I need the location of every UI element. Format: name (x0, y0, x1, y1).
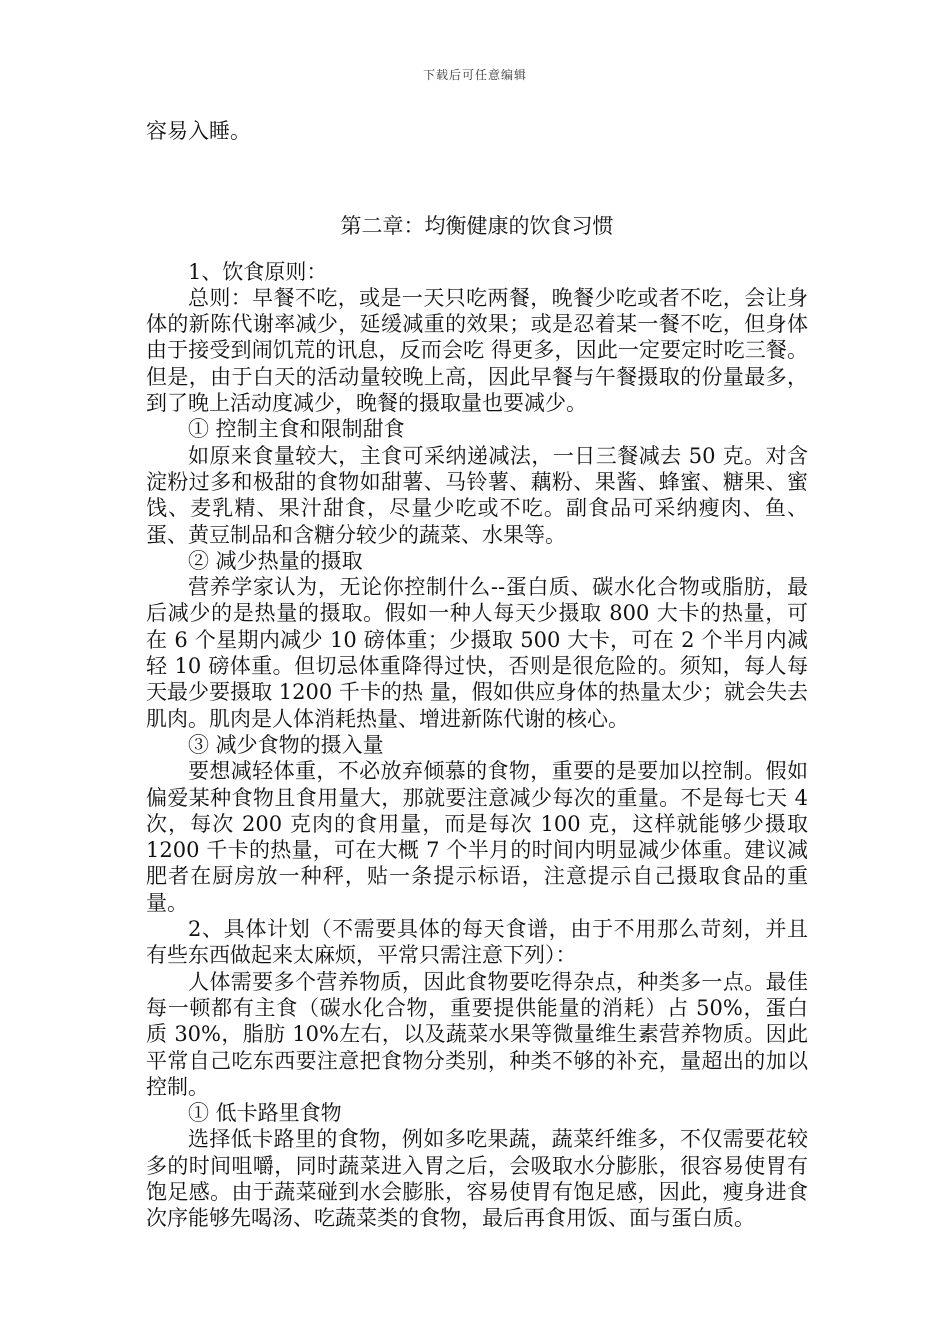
subheading-reduce-calories: ② 减少热量的摄取 (188, 548, 363, 573)
paragraph-nutrition-balance: 人体需要多个营养物质，因此食物要吃得杂点，种类多一点。最佳每一顿都有主食（碳水化合物，重要提供能量的消耗）占 50%，蛋白质 30%，脂肪 10%左右，以及蔬菜水果等微量维生素营养物质。因此平常自己吃东西要注意把食物分类别，种类不够的补充，量超出的加以控制。 (146, 969, 808, 1099)
paragraph-reduce-intake: 要想减轻体重，不必放弃倾慕的食物，重要的是要加以控制。假如偏爱某种食物且食用量大，那就要注意减少每次的重量。不是每七天 4 次，每次 200 克肉的食用量，而是每次 100 克，这样就能够少摄取 1200 千卡的热量，可在大概 7 个半月的时间内明显减少体重。建议减肥者在厨房放一种秤，贴一条提示标语，注意提示自己摄取食品的重量。 (146, 759, 808, 915)
section-heading-specific-plan: 2、具体计划（不需要具体的每天食谱，由于不用那么苛刻，并且有些东西做起来太麻烦，平常只需注意下列）： (146, 917, 808, 968)
document-body (146, 118, 808, 1232)
paragraph-low-calorie-food: 选择低卡路里的食物，例如多吃果蔬，蔬菜纤维多，不仅需要花较多的时间咀嚼，同时蔬菜进入胃之后，会吸取水分膨胀，很容易使胃有饱足感。由于蔬菜碰到水会膨胀，容易使胃有饱足感，因此，瘦身进食次序能够先喝汤、吃蔬菜类的食物，最后再食用饭、面与蛋白质。 (146, 1127, 808, 1231)
chapter-title: 第二章：均衡健康的饮食习惯 (340, 214, 614, 239)
section-heading-diet-principles: 1、饮食原则： (188, 259, 328, 284)
paragraph-control-staples: 如原来食量较大，主食可采纳递减法，一日三餐减去 50 克。对含淀粉过多和极甜的食物如甜薯、马铃薯、藕粉、果酱、蜂蜜、糖果、蜜饯、麦乳精、果汁甜食，尽量少吃或不吃。副食品可采纳瘦肉、鱼、蛋、黄豆制品和含糖分较少的蔬菜、水果等。 (146, 443, 808, 547)
subheading-reduce-intake: ③ 减少食物的摄入量 (188, 732, 384, 757)
subheading-control-staples: ① 控制主食和限制甜食 (188, 417, 405, 442)
page-header-note: 下载后可任意编辑 (422, 68, 527, 82)
paragraph-general-rule: 总则：早餐不吃，或是一天只吃两餐，晚餐少吃或者不吃，会让身体的新陈代谢率减少，延缓减重的效果；或是忍着某一餐不吃，但身体由于接受到闹饥荒的讯息，反而会吃 得更多，因此一定要定时吃三餐。但是，由于白天的活动量较晚上高，因此早餐与午餐摄取的份量最多，到了晚上活动度减少，晚餐的摄取量也要减少。 (146, 285, 808, 416)
paragraph-reduce-calories: 营养学家认为，无论你控制什么--蛋白质、碳水化合物或脂肪，最后减少的是热量的摄取。假如一种人每天少摄取 800 大卡的热量，可在 6 个星期内减少 10 磅体重；少摄取 500 大卡，可在 2 个半月内减轻 10 磅体重。但切忌体重降得过快，否则是很危险的。须知，每人每天最少要摄取 1200 千卡的热 量，假如供应身体的热量太少；就会失去肌肉。肌肉是人体消耗热量、增进新陈代谢的核心。 (146, 575, 808, 731)
continuation-text: 容易入睡。 (146, 119, 251, 143)
subheading-low-calorie-food: ① 低卡路里食物 (188, 1101, 342, 1126)
